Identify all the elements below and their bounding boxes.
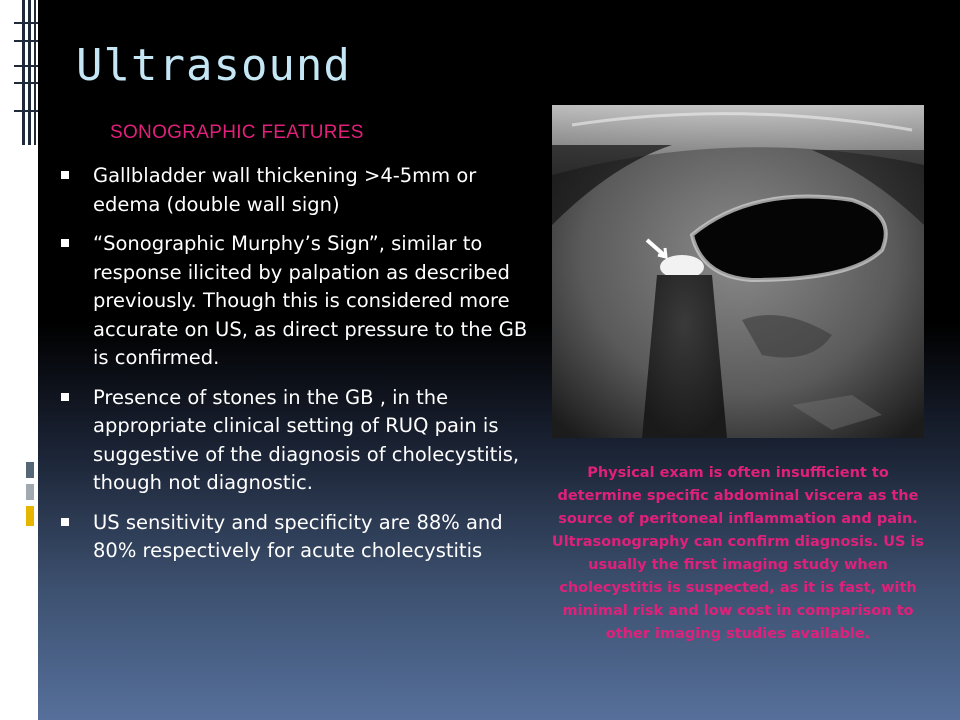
- slide-subtitle: SONOGRAPHIC FEATURES: [110, 122, 364, 143]
- left-decorative-bar: [0, 0, 38, 720]
- decor-block-yellow: [26, 506, 34, 526]
- bullet-text: US sensitivity and specificity are 88% and 80% respectively for acute cholecystitis: [93, 510, 503, 562]
- ultrasound-graphic: [552, 105, 924, 438]
- square-bullet-icon: [60, 170, 70, 180]
- square-bullet-icon: [60, 392, 70, 402]
- bullet-text: Gallbladder wall thickening >4-5mm or edema (double wall sign): [93, 164, 477, 216]
- decor-line: [14, 22, 38, 24]
- bullet-text: “Sonographic Murphy’s Sign”, similar to response ilicited by palpation as described previously. Though this is considered more accurate on US, as direct pressure to the GB is confirmed.: [93, 232, 528, 369]
- decor-block-light: [26, 484, 34, 500]
- bullet-text: Presence of stones in the GB , in the appropriate clinical setting of RUQ pain is suggestive of the diagnosis of cholecystitis, though not diagnostic.: [93, 385, 520, 494]
- ultrasound-image: [552, 105, 924, 438]
- decor-block-gray: [26, 462, 34, 478]
- bullet-item: [58, 384, 536, 498]
- decor-line: [14, 110, 38, 112]
- decor-line: [14, 40, 38, 42]
- decor-line: [14, 65, 38, 67]
- bullet-item: [58, 509, 536, 566]
- square-bullet-icon: [60, 517, 70, 527]
- bullet-item: [58, 230, 536, 373]
- bullet-list: [58, 162, 536, 577]
- decor-line: [14, 82, 38, 84]
- square-bullet-icon: [60, 238, 70, 248]
- image-caption: Physical exam is often insufficient to determine specific abdominal viscera as the source of peritoneal inflammation and pain. Ultrasonography can confirm diagnosis. US is usually the first imaging study when cholecystitis is suspected, as it is fast, with minimal risk and low cost in comparison to other imaging studies available.: [551, 465, 925, 642]
- bullet-item: [58, 162, 536, 219]
- slide-title: Ultrasound: [76, 40, 351, 91]
